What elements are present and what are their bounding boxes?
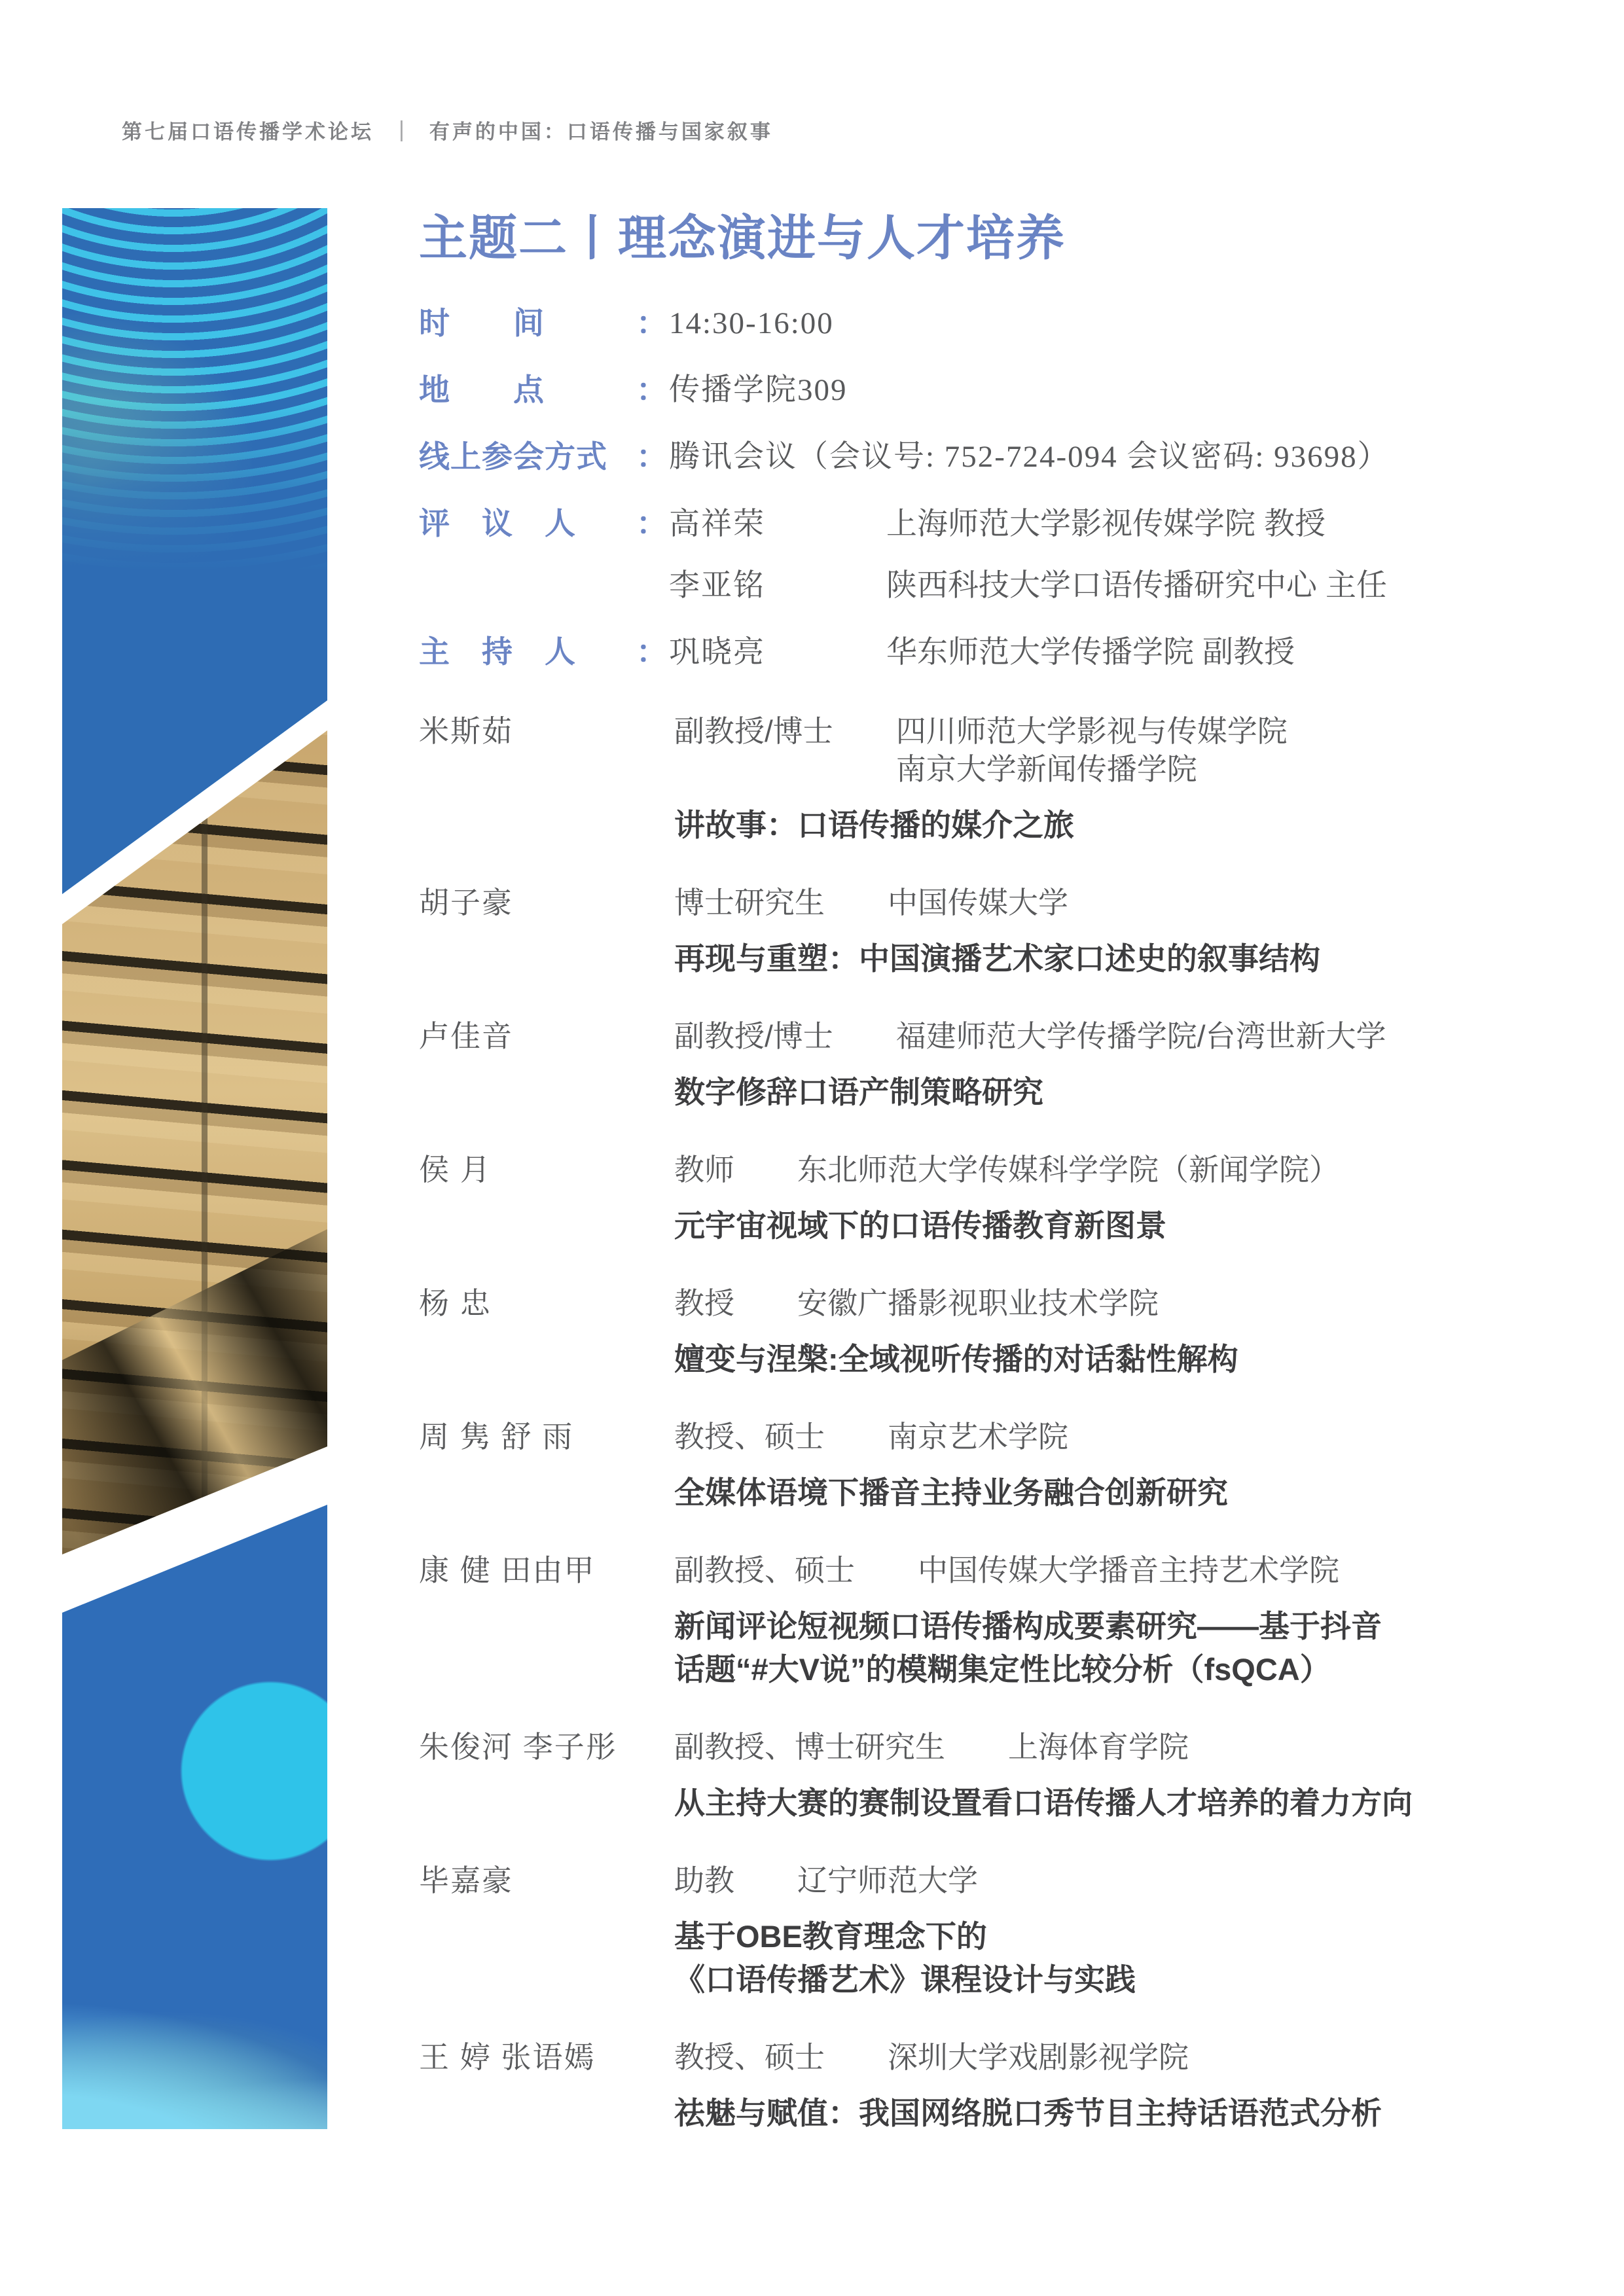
presenter-role: 副教授/博士 <box>674 1019 833 1053</box>
reviewer-1-affiliation: 上海师范大学影视传媒学院 教授 <box>886 506 1326 541</box>
presenter-affiliations <box>1008 1728 1189 1766</box>
reviewers-label: 评 议 人 <box>419 506 576 541</box>
presenter-name: 胡子豪 <box>419 886 513 920</box>
session-content <box>419 208 1591 2172</box>
presenter-row-4 <box>419 1151 1591 1247</box>
talk-title-line: 《口语传播艺术》课程设计与实践 <box>674 1962 1136 1997</box>
talk-title-line: 全媒体语境下播音主持业务融合创新研究 <box>674 1475 1228 1510</box>
presenter-affiliation: 四川师范大学影视与传媒学院 <box>895 714 1288 748</box>
reviewers-row <box>419 504 1591 605</box>
meta-online-row <box>419 437 1591 476</box>
host-list <box>669 632 1295 672</box>
presenter-row-5 <box>419 1284 1591 1381</box>
presenter-role: 副教授/博士 <box>674 714 833 748</box>
presenter-name: 王 婷 张语嫣 <box>419 2040 596 2074</box>
presenter-role: 副教授、博士研究生 <box>674 1730 945 1764</box>
time-value: 14:30-16:00 <box>669 306 834 340</box>
presenter-list <box>419 712 1591 2135</box>
talk-title-line: 基于OBE教育理念下的 <box>674 1919 987 1954</box>
presenter-affiliation: 深圳大学戏剧影视学院 <box>888 2040 1189 2074</box>
page-header <box>122 115 773 145</box>
reviewer-1-name: 高祥荣 <box>669 506 765 541</box>
presenter-affiliations <box>896 712 1288 788</box>
meta-place-row <box>419 370 1591 410</box>
talk-title <box>674 1204 1591 1247</box>
header-separator: | <box>399 117 405 142</box>
host-label: 主 持 人 <box>419 634 576 669</box>
presenter-role: 教授、硕士 <box>674 1420 825 1454</box>
host-row <box>419 632 1591 672</box>
meta-time-row <box>419 304 1591 343</box>
presenter-affiliations <box>888 2038 1189 2076</box>
host-1-affiliation: 华东师范大学传播学院 副教授 <box>886 634 1295 669</box>
host-1 <box>669 632 1295 672</box>
reviewers-colon: ： <box>636 506 667 541</box>
presenter-row-2 <box>419 884 1591 980</box>
presenter-name: 周 隽 舒 雨 <box>419 1420 574 1454</box>
presenter-affiliations <box>797 1151 1339 1189</box>
talk-title <box>674 1915 1591 2001</box>
time-colon: ： <box>636 306 667 340</box>
presenter-affiliations <box>918 1551 1339 1589</box>
presenter-affiliation: 东北师范大学传媒科学学院（新闻学院） <box>797 1153 1339 1187</box>
presenter-affiliation: 南京大学新闻传播学院 <box>895 752 1197 786</box>
online-label: 线上参会方式 <box>419 439 607 474</box>
talk-title <box>674 1338 1591 1381</box>
host-1-name: 巩晓亮 <box>669 634 765 669</box>
sidebar-graphic <box>62 208 327 2129</box>
talk-title-line: 祛魅与赋值：我国网络脱口秀节目主持话语范式分析 <box>674 2096 1382 2130</box>
reviewer-2 <box>669 565 1387 605</box>
presenter-affiliations <box>888 884 1068 922</box>
talk-title <box>674 1071 1591 1114</box>
presenter-row-1 <box>419 712 1591 847</box>
presenter-affiliation: 中国传媒大学播音主持艺术学院 <box>918 1553 1339 1587</box>
presenter-row-3 <box>419 1017 1591 1114</box>
presenter-role: 助教 <box>674 1863 734 1897</box>
presenter-name: 卢佳音 <box>419 1019 513 1053</box>
presenter-affiliation: 福建师范大学传播学院/台湾世新大学 <box>895 1019 1386 1053</box>
presenter-affiliation: 南京艺术学院 <box>888 1420 1068 1454</box>
host-colon: ： <box>636 634 667 669</box>
reviewer-2-name: 李亚铭 <box>669 567 765 602</box>
talk-title-line: 话题“#大V说”的模糊集定性比较分析（fsQCA） <box>674 1652 1331 1687</box>
presenter-affiliation: 上海体育学院 <box>1008 1730 1189 1764</box>
presenter-row-7 <box>419 1551 1591 1691</box>
presenter-name: 朱俊河 李子彤 <box>419 1730 617 1764</box>
presenter-name: 康 健 田由甲 <box>419 1553 596 1587</box>
talk-title-line: 新闻评论短视频口语传播构成要素研究——基于抖音 <box>674 1609 1382 1643</box>
presenter-row-9 <box>419 1861 1591 2001</box>
talk-title-line: 嬗变与涅槃:全域视听传播的对话黏性解构 <box>674 1342 1238 1376</box>
presenter-name: 杨 忠 <box>419 1286 492 1320</box>
reviewers-list <box>669 504 1387 605</box>
talk-title-line: 从主持大赛的赛制设置看口语传播人才培养的着力方向 <box>674 1785 1413 1820</box>
talk-title <box>674 1471 1591 1515</box>
forum-name: 第七届口语传播学术论坛 <box>122 120 374 143</box>
talk-title-line: 讲故事：口语传播的媒介之旅 <box>674 808 1074 842</box>
place-colon: ： <box>636 372 667 407</box>
presenter-role: 教授、硕士 <box>674 2040 825 2074</box>
place-value: 传播学院309 <box>669 373 848 407</box>
presenter-role: 副教授、硕士 <box>674 1553 855 1587</box>
presenter-role: 博士研究生 <box>674 886 825 920</box>
talk-title <box>674 2092 1591 2135</box>
presenter-affiliations <box>797 1284 1159 1322</box>
session-title: 主题二丨理念演进与人才培养 <box>419 211 1066 265</box>
talk-title <box>674 804 1591 847</box>
presenter-affiliation: 辽宁师范大学 <box>797 1863 978 1897</box>
session-meta <box>419 304 1591 672</box>
time-label: 时 间 <box>419 306 545 340</box>
talk-title <box>674 937 1591 980</box>
forum-subtitle: 有声的中国：口语传播与国家叙事 <box>429 120 773 143</box>
place-label: 地 点 <box>419 372 545 407</box>
talk-title-line: 数字修辞口语产制策略研究 <box>674 1075 1043 1109</box>
presenter-name: 毕嘉豪 <box>419 1863 513 1897</box>
presenter-row-10 <box>419 2038 1591 2135</box>
reviewer-1 <box>669 504 1387 543</box>
presenter-name: 侯 月 <box>419 1153 492 1187</box>
talk-title-line: 元宇宙视域下的口语传播教育新图景 <box>674 1208 1166 1243</box>
presenter-role: 教师 <box>674 1153 734 1187</box>
online-colon: ： <box>636 439 667 474</box>
online-value: 腾讯会议（会议号: 752-724-094 会议密码: 93698） <box>669 440 1390 474</box>
talk-title <box>674 1782 1591 1825</box>
presenter-affiliation: 中国传媒大学 <box>888 886 1068 920</box>
presenter-role: 教授 <box>674 1286 734 1320</box>
presenter-affiliations <box>888 1418 1068 1456</box>
presenter-name: 米斯茹 <box>419 714 513 748</box>
presenter-affiliations <box>797 1861 978 1899</box>
reviewer-2-affiliation: 陕西科技大学口语传播研究中心 主任 <box>886 567 1388 602</box>
talk-title <box>674 1605 1591 1691</box>
talk-title-line: 再现与重塑：中国演播艺术家口述史的叙事结构 <box>674 941 1320 976</box>
presenter-row-8 <box>419 1728 1591 1825</box>
presenter-row-6 <box>419 1418 1591 1515</box>
presenter-affiliation: 安徽广播影视职业技术学院 <box>797 1286 1159 1320</box>
presenter-affiliations <box>896 1017 1386 1055</box>
